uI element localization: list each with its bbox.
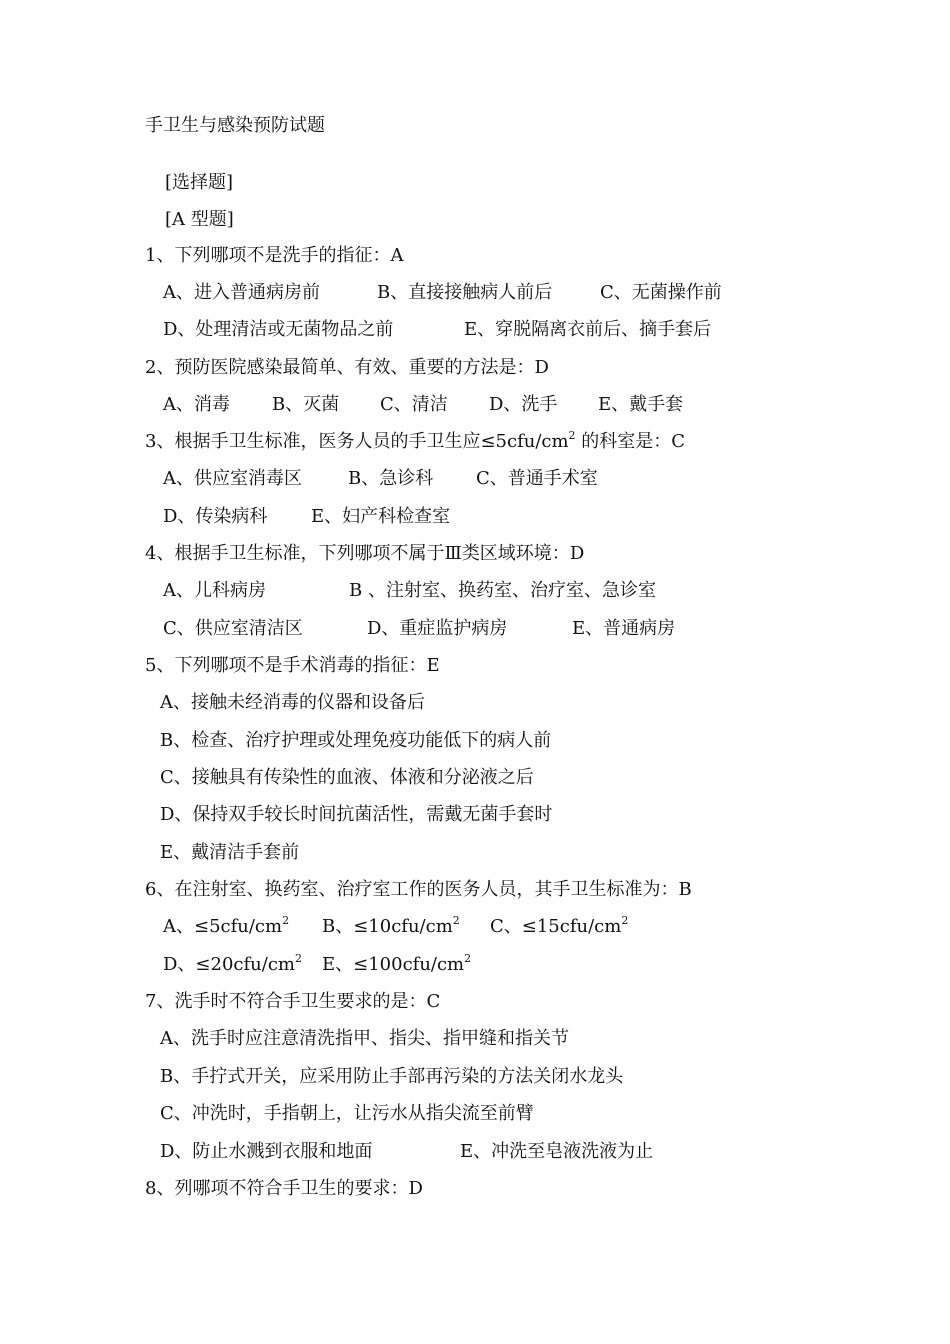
- question-4-option-c: C、供应室清洁区: [163, 618, 303, 639]
- question-answer: D: [408, 1178, 423, 1199]
- option-text: C、≤15cfu/cm: [490, 916, 622, 937]
- question-5-option-a: A、接触未经消毒的仪器和设备后: [160, 692, 425, 713]
- question-5-option-e: E、戴清洁手套前: [160, 842, 300, 863]
- question-3-option-d: D、传染病科: [163, 506, 268, 527]
- question-6-option-d: [163, 954, 302, 976]
- question-answer: B: [678, 879, 692, 900]
- section-choice-heading: [选择题]: [165, 172, 234, 193]
- question-5-option-d: D、保持双手较长时间抗菌活性，需戴无菌手套时: [160, 804, 553, 825]
- question-answer: A: [390, 245, 404, 266]
- superscript-2: 2: [452, 914, 460, 927]
- question-stem-text: 的科室是：: [575, 431, 672, 452]
- question-5-option-c: C、接触具有传染性的血液、体液和分泌液之后: [160, 767, 534, 788]
- superscript-2: 2: [294, 952, 302, 965]
- question-stem-text: 8、列哪项不符合手卫生的要求：: [145, 1178, 409, 1199]
- question-1-option-a: A、进入普通病房前: [163, 282, 320, 303]
- question-2-stem: [145, 357, 549, 379]
- question-2-option-d: D、洗手: [489, 394, 558, 415]
- section-type-heading: [A 型题]: [165, 209, 234, 230]
- question-answer: D: [569, 543, 585, 564]
- question-1-option-e: E、穿脱隔离衣前后、摘手套后: [464, 319, 712, 340]
- question-3-option-b: B、急诊科: [348, 468, 434, 489]
- question-stem-text: 7、洗手时不符合手卫生要求的是：: [145, 991, 427, 1012]
- question-7-option-e: E、冲洗至皂液洗液为止: [460, 1141, 654, 1162]
- question-1-option-b: B、直接接触病人前后: [377, 282, 553, 303]
- question-4-option-a: A、儿科病房: [163, 580, 266, 601]
- question-5-option-b: B、检查、治疗护理或处理免疫功能低下的病人前: [160, 730, 552, 751]
- question-3-option-e: E、妇产科检查室: [311, 506, 451, 527]
- question-7-stem: [145, 991, 440, 1013]
- question-7-option-d: D、防止水溅到衣服和地面: [160, 1141, 373, 1162]
- question-2-option-c: C、清洁: [380, 394, 448, 415]
- question-3-option-c: C、普通手术室: [476, 468, 598, 489]
- question-2-option-a: A、消毒: [163, 394, 230, 415]
- question-7-option-b: B、手拧式开关，应采用防止手部再污染的方法关闭水龙头: [160, 1066, 624, 1087]
- question-6-option-c: [490, 916, 628, 938]
- question-7-option-a: A、洗手时应注意清洗指甲、指尖、指甲缝和指关节: [160, 1028, 569, 1049]
- question-1-option-d: D、处理清洁或无菌物品之前: [163, 319, 394, 340]
- question-2-option-e: E、戴手套: [598, 394, 684, 415]
- page-title: 手卫生与感染预防试题: [145, 115, 325, 136]
- question-4-stem: [145, 543, 584, 565]
- question-5-stem: [145, 655, 440, 677]
- option-text: E、≤100cfu/cm: [322, 954, 465, 975]
- superscript-2: 2: [568, 429, 576, 442]
- superscript-2: 2: [282, 914, 290, 927]
- option-text: A、≤5cfu/cm: [163, 916, 283, 937]
- option-text: D、≤20cfu/cm: [163, 954, 295, 975]
- question-stem-text: 4、根据手卫生标准，下列哪项不属于Ⅲ类区域环境：: [145, 543, 570, 564]
- question-stem-text: 3、根据手卫生标准，医务人员的手卫生应≤5cfu/cm: [145, 431, 569, 452]
- question-8-stem: [145, 1178, 423, 1200]
- question-7-option-c: C、冲洗时，手指朝上，让污水从指尖流至前臂: [160, 1103, 534, 1124]
- question-3-stem: [145, 431, 685, 453]
- question-4-option-d: D、重症监护病房: [367, 618, 508, 639]
- question-4-option-b: B 、注射室、换药室、治疗室、急诊室: [349, 580, 656, 601]
- question-1-option-c: C、无菌操作前: [600, 282, 722, 303]
- question-answer: C: [426, 991, 441, 1012]
- question-6-option-b: [322, 916, 460, 938]
- question-answer: E: [426, 655, 440, 676]
- superscript-2: 2: [621, 914, 629, 927]
- question-answer: D: [534, 357, 549, 378]
- question-1-stem: [145, 245, 403, 267]
- superscript-2: 2: [464, 952, 472, 965]
- question-6-stem: [145, 879, 692, 901]
- question-stem-text: 5、下列哪项不是手术消毒的指征：: [145, 655, 427, 676]
- question-stem-text: 6、在注射室、换药室、治疗室工作的医务人员，其手卫生标准为：: [145, 879, 679, 900]
- question-6-option-a: [163, 916, 289, 938]
- question-2-option-b: B、灭菌: [272, 394, 340, 415]
- question-6-option-e: [322, 954, 471, 976]
- question-4-option-e: E、普通病房: [572, 618, 676, 639]
- question-stem-text: 1、下列哪项不是洗手的指征：: [145, 245, 391, 266]
- question-answer: C: [671, 431, 686, 452]
- question-3-option-a: A、供应室消毒区: [163, 468, 302, 489]
- option-text: B、≤10cfu/cm: [322, 916, 453, 937]
- question-stem-text: 2、预防医院感染最简单、有效、重要的方法是：: [145, 357, 535, 378]
